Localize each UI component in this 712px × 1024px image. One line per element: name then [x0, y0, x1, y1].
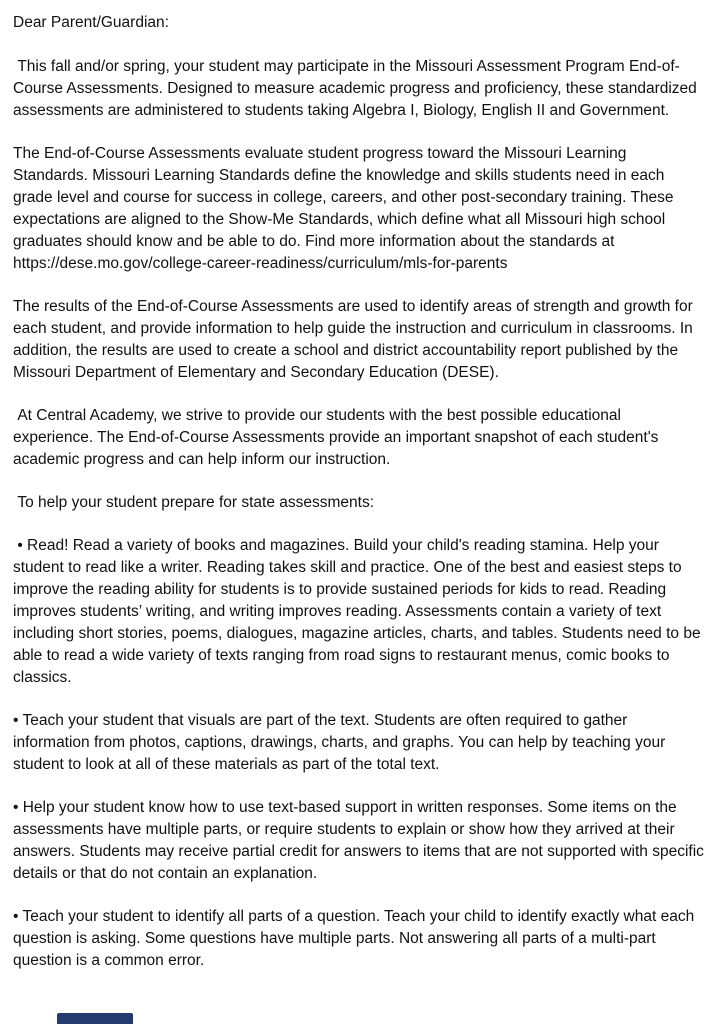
paragraph-central-academy: At Central Academy, we strive to provide our students with the best possible educational experience. The End-of-Course Assessments provide an important snapshot of each student's academic progress and can help inform our instruction.: [13, 407, 663, 468]
bullet-visuals: • Teach your student that visuals are part of the text. Students are often required to gather information from photos, captions, drawings, charts, and graphs. You can help by teaching your student to look at all of these materials as part of the total text.: [13, 712, 670, 773]
bullet-text-based-support: • Help your student know how to use text-based support in written responses. Some items on the assessments have multiple parts, or require students to explain or show how they arrived at their answers. Students may receive partial credit for answers to items that are not supported with specific details or that do not contain an explanation.: [13, 799, 709, 882]
salutation: Dear Parent/Guardian:: [13, 14, 169, 31]
paragraph-prepare-heading: To help your student prepare for state assessments:: [13, 494, 375, 511]
paragraph-intro: This fall and/or spring, your student may participate in the Missouri Assessment Program End-of-Course Assessments. Designed to measure academic progress and proficiency, these standardized assessments are administered to students taking Algebra I, Biology, English II and Government.: [13, 58, 702, 119]
next-page-peek-bar: [57, 1013, 133, 1024]
bullet-question-parts: • Teach your student to identify all parts of a question. Teach your child to identify exactly what each question is asking. Some questions have multiple parts. Not answering all parts of a multi-part question is a common error.: [13, 908, 699, 969]
paragraph-results: The results of the End-of-Course Assessments are used to identify areas of strength and growth for each student, and provide information to help guide the instruction and curriculum in classrooms. In addition, the results are used to create a school and district accountability report published by the Missouri Department of Elementary and Secondary Education (DESE).: [13, 298, 698, 381]
paragraph-standards: The End-of-Course Assessments evaluate student progress toward the Missouri Learning Standards. Missouri Learning Standards define the knowledge and skills students need in each grade level and course for success in college, careers, and other post-secondary training. These expectations are aligned to the Show-Me Standards, which define what all Missouri high school graduates should know and be able to do. Find more information about the standards at https://dese.mo.gov/college-career-readiness/curriculum/mls-for-parents: [13, 145, 678, 272]
bullet-read: • Read! Read a variety of books and magazines. Build your child's reading stamina. Help your student to read like a writer. Reading takes skill and practice. One of the best and easiest steps to improve the reading ability for students is to provide sustained periods for kids to read. Reading improves students’ writing, and writing improves reading. Assessments contain a variety of text including short stories, poems, dialogues, magazine articles, charts, and tables. Students need to be able to read a wide variety of texts ranging from road signs to restaurant menus, comic books to classics.: [13, 537, 705, 686]
